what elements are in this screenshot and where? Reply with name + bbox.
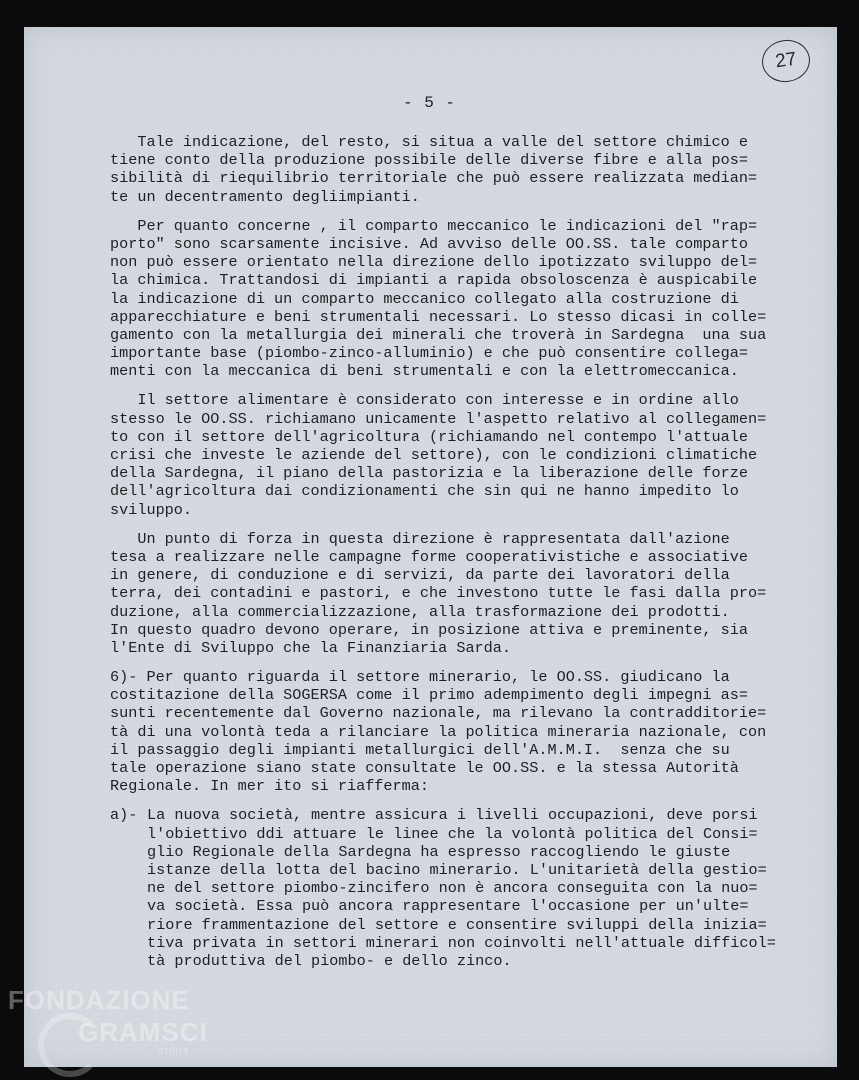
text-line: Un punto di forza in questa direzione è rappresentata dall'azione xyxy=(110,529,730,548)
text-line: duzione, alla commercializzazione, alla trasformazione dei prodotti. xyxy=(110,602,730,621)
text-line: menti con la meccanica di beni strumentali e con la elettromeccanica. xyxy=(110,362,739,381)
text-line: la indicazione di un comparto meccanico collegato alla costruzione di xyxy=(110,289,739,308)
list-item-body xyxy=(110,806,810,970)
text-line: il passaggio degli impianti metallurgici dell'A.M.M.I. senza che su xyxy=(110,740,730,759)
text-line: tà di una volontà teda a rilanciare la politica mineraria nazionale, con xyxy=(110,722,767,741)
archive-page-stamp: 27 xyxy=(759,37,812,85)
text-line: Regionale. In mer ito si riafferma: xyxy=(110,777,429,796)
text-line: In questo quadro devono operare, in posizione attiva e preminente, sia xyxy=(110,620,748,639)
paragraph-mining-sector xyxy=(110,668,810,795)
list-marker: a)- xyxy=(110,806,138,825)
text-line: glio Regionale della Sardegna ha espresso raccogliendo le giuste xyxy=(147,842,731,861)
text-line: l'obiettivo ddi attuare le linee che la volontà politica del Consi= xyxy=(147,824,758,843)
text-line: istanze della lotta del bacino minerario. L'unitarietà della gestio= xyxy=(147,860,767,879)
text-line: tesa a realizzare nelle campagne forme cooperativistiche e associative xyxy=(110,547,748,566)
text-line: stesso le OO.SS. richiamano unicamente l'aspetto relativo al collegamen= xyxy=(110,409,767,428)
text-line: costitazione della SOGERSA come il primo adempimento degli impegni as= xyxy=(110,686,748,705)
text-line: sviluppo. xyxy=(110,500,193,519)
watermark-line-2: GRAMSCI xyxy=(78,1017,208,1047)
text-line: tiva privata in settori minerari non coinvolti nell'attuale difficol= xyxy=(147,933,776,952)
watermark-line-3: onlus xyxy=(158,1045,190,1057)
text-line: va società. Essa può ancora rappresentare l'occasione per un'ulte= xyxy=(147,897,749,916)
text-line: porto" sono scarsamente incisive. Ad avviso delle OO.SS. tale comparto xyxy=(110,234,748,253)
text-line: Il settore alimentare è considerato con interesse e in ordine allo xyxy=(110,391,739,410)
text-line: te un decentramento degliimpianti. xyxy=(110,187,420,206)
text-line: gamento con la metallurgia dei minerali che troverà in Sardegna una sua xyxy=(110,325,767,344)
text-line: importante base (piombo-zinco-alluminio) e che può consentire collega= xyxy=(110,344,748,363)
text-line: in genere, di conduzione e di servizi, da parte dei lavoratori della xyxy=(110,566,730,585)
text-line: tiene conto della produzione possibile delle diverse fibre e alla pos= xyxy=(110,151,748,170)
text-line: Per quanto concerne , il comparto meccanico le indicazioni del "rap= xyxy=(110,216,758,235)
text-line: riore frammentazione del settore e consentire sviluppi della inizia= xyxy=(147,915,767,934)
text-line: tà produttiva del piombo- e dello zinco. xyxy=(147,951,512,970)
text-line: terra, dei contadini e pastori, e che investono tutte le fasi dalla pro= xyxy=(110,584,767,603)
document-body xyxy=(110,133,810,981)
text-line: 6)- Per quanto riguarda il settore minerario, le OO.SS. giudicano la xyxy=(110,668,730,687)
text-line: la chimica. Trattandosi di impianti a rapida obsoloscenza è auspicabile xyxy=(110,271,758,290)
paragraph-chemical-sector xyxy=(110,133,810,206)
paragraph-mechanical-sector xyxy=(110,217,810,381)
text-line: della Sardegna, il piano della pastorizia e la liberazione delle forze xyxy=(110,464,748,483)
paragraph-cooperatives xyxy=(110,530,810,657)
text-line: sibilità di riequilibrio territoriale che può essere realizzata median= xyxy=(110,169,758,188)
text-line: to con il settore dell'agricoltura (richiamando nel contempo l'attuale xyxy=(110,427,748,446)
text-line: non può essere orientato nella direzione dello ipotizzato sviluppo del= xyxy=(110,253,758,272)
watermark-line-1: FONDAZIONE xyxy=(8,985,190,1015)
text-line: dell'agricoltura dai condizionamenti che sin qui ne hanno impedito lo xyxy=(110,482,739,501)
list-item-a xyxy=(110,806,810,970)
text-line: l'Ente di Sviluppo che la Finanziaria Sarda. xyxy=(110,638,512,657)
text-line: sunti recentemente dal Governo nazionale, ma rilevano la contradditorie= xyxy=(110,704,767,723)
text-line: Tale indicazione, del resto, si situa a valle del settore chimico e xyxy=(110,133,748,151)
page-number: - 5 - xyxy=(402,94,456,112)
text-line: crisi che investe le aziende del settore), con le condizioni climatiche xyxy=(110,446,758,464)
text-line: tale operazione siano state consultate le OO.SS. e la stessa Autorità xyxy=(110,759,739,777)
text-line: apparecchiature e beni strumentali necessari. Lo stesso dicasi in colle= xyxy=(110,307,767,326)
text-line: La nuova società, mentre assicura i livelli occupazioni, deve porsi xyxy=(147,806,758,825)
text-line: ne del settore piombo-zincifero non è ancora conseguita con la nuo= xyxy=(147,879,758,898)
paragraph-food-sector xyxy=(110,391,810,518)
fondazione-gramsci-watermark xyxy=(8,985,208,1057)
